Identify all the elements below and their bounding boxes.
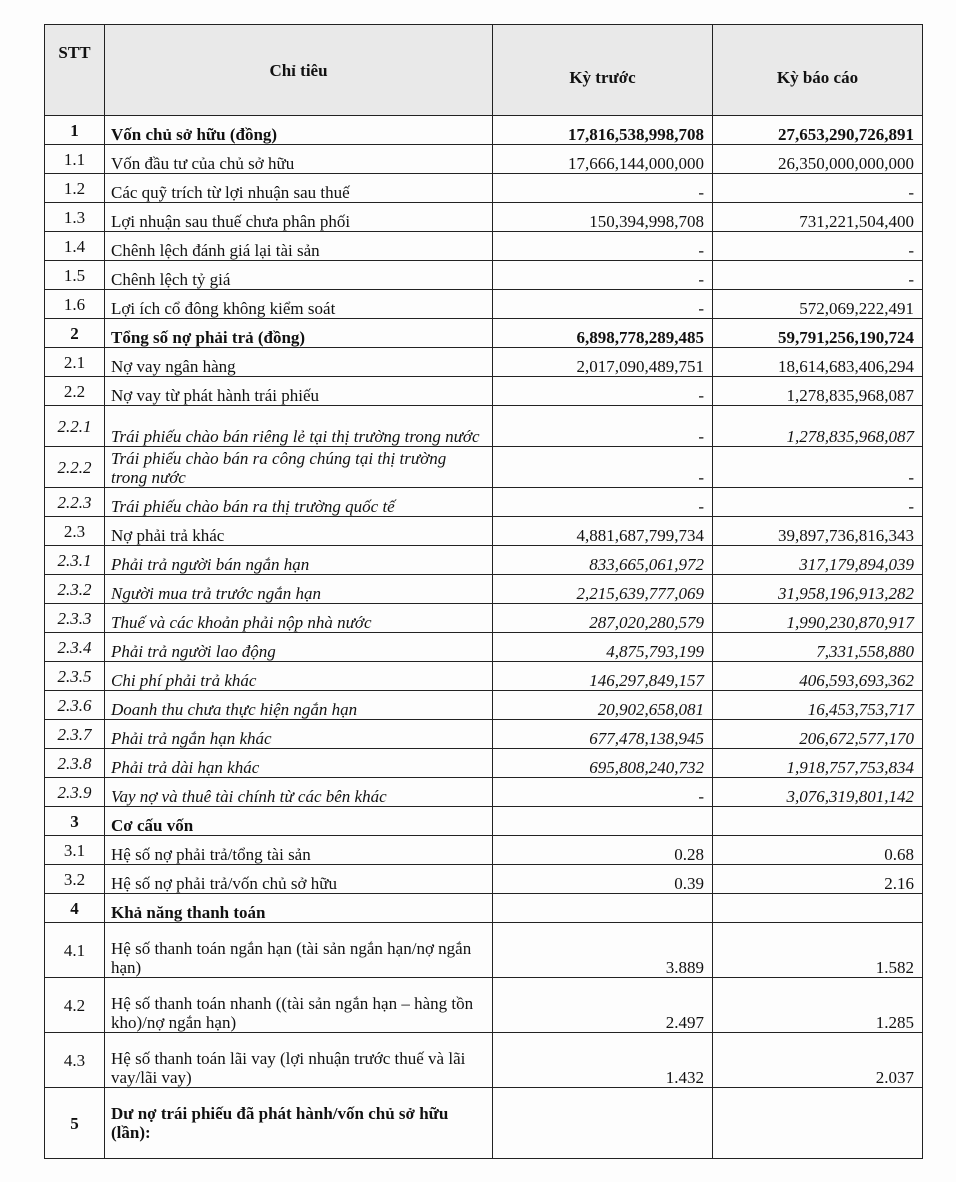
row-previous-value: 677,478,138,945 [493,720,713,749]
row-previous-value: 4,875,793,199 [493,633,713,662]
row-stt: 1.1 [45,145,105,174]
table-row [45,488,923,517]
row-previous-value: 4,881,687,799,734 [493,517,713,546]
row-stt: 2.3.6 [45,691,105,720]
row-previous-value: - [493,406,713,447]
row-previous-value: - [493,232,713,261]
table-row [45,633,923,662]
row-previous-value: 0.28 [493,836,713,865]
table-row [45,290,923,319]
row-label: Hệ số nợ phải trả/tổng tài sản [105,836,493,865]
row-previous-value: 6,898,778,289,485 [493,319,713,348]
row-stt: 2.3.9 [45,778,105,807]
row-previous-value: - [493,174,713,203]
row-stt: 2.3.1 [45,546,105,575]
row-stt: 2.3.7 [45,720,105,749]
table-row [45,691,923,720]
row-current-value: 7,331,558,880 [713,633,923,662]
row-label: Chênh lệch tỷ giá [105,261,493,290]
row-current-value: 1.285 [713,978,923,1033]
row-previous-value: 1.432 [493,1033,713,1088]
row-previous-value: 695,808,240,732 [493,749,713,778]
row-label: Hệ số thanh toán ngắn hạn (tài sản ngắn hạn/nợ ngắn hạn) [105,923,493,978]
row-stt: 1 [45,116,105,145]
row-current-value: 59,791,256,190,724 [713,319,923,348]
row-previous-value: - [493,778,713,807]
row-label: Chênh lệch đánh giá lại tài sản [105,232,493,261]
row-label: Phải trả người lao động [105,633,493,662]
table-row [45,348,923,377]
row-stt: 1.2 [45,174,105,203]
row-current-value: 0.68 [713,836,923,865]
row-previous-value: 17,816,538,998,708 [493,116,713,145]
table-row [45,546,923,575]
row-stt: 4.1 [45,923,105,978]
table-row [45,662,923,691]
row-stt: 1.4 [45,232,105,261]
row-current-value: 3,076,319,801,142 [713,778,923,807]
row-previous-value: 287,020,280,579 [493,604,713,633]
row-stt: 3.1 [45,836,105,865]
table-row [45,517,923,546]
table-header-row [45,25,923,116]
row-previous-value: 3.889 [493,923,713,978]
row-current-value: 731,221,504,400 [713,203,923,232]
table-row [45,203,923,232]
row-label: Phải trả dài hạn khác [105,749,493,778]
row-stt: 2.2.3 [45,488,105,517]
row-previous-value: - [493,290,713,319]
row-stt: 5 [45,1088,105,1159]
row-label: Phải trả ngắn hạn khác [105,720,493,749]
table-row [45,1088,923,1159]
row-current-value: - [713,232,923,261]
row-stt: 2.3.4 [45,633,105,662]
row-current-value: 1,990,230,870,917 [713,604,923,633]
row-label: Lợi nhuận sau thuế chưa phân phối [105,203,493,232]
row-current-value: 2.037 [713,1033,923,1088]
row-previous-value: - [493,488,713,517]
row-previous-value: - [493,377,713,406]
row-stt: 2.1 [45,348,105,377]
table-row [45,978,923,1033]
row-previous-value: - [493,261,713,290]
table-row [45,604,923,633]
table-row [45,145,923,174]
row-current-value [713,807,923,836]
row-previous-value [493,894,713,923]
financial-indicators-table [44,24,923,1159]
row-label: Thuế và các khoản phải nộp nhà nước [105,604,493,633]
row-previous-value: 2.497 [493,978,713,1033]
row-label: Khả năng thanh toán [105,894,493,923]
row-label: Hệ số nợ phải trả/vốn chủ sở hữu [105,865,493,894]
row-label: Trái phiếu chào bán riêng lẻ tại thị trường trong nước [105,406,493,447]
row-label: Nợ vay ngân hàng [105,348,493,377]
row-stt: 4.2 [45,978,105,1033]
row-stt: 1.6 [45,290,105,319]
row-previous-value: - [493,447,713,488]
table-row [45,778,923,807]
header-stt: STT [45,25,105,116]
row-stt: 2.2.1 [45,406,105,447]
row-current-value: 39,897,736,816,343 [713,517,923,546]
row-stt: 4 [45,894,105,923]
row-label: Người mua trả trước ngắn hạn [105,575,493,604]
row-label: Trái phiếu chào bán ra công chúng tại thị trường trong nước [105,447,493,488]
row-label: Nợ phải trả khác [105,517,493,546]
row-current-value: 18,614,683,406,294 [713,348,923,377]
row-stt: 3.2 [45,865,105,894]
row-stt: 1.5 [45,261,105,290]
table-row [45,406,923,447]
row-previous-value: 2,017,090,489,751 [493,348,713,377]
row-label: Chi phí phải trả khác [105,662,493,691]
row-label: Vốn đầu tư của chủ sở hữu [105,145,493,174]
row-current-value: 572,069,222,491 [713,290,923,319]
row-current-value: 1,918,757,753,834 [713,749,923,778]
table-row [45,1033,923,1088]
row-label: Trái phiếu chào bán ra thị trường quốc tế [105,488,493,517]
table-row [45,232,923,261]
row-current-value: - [713,174,923,203]
row-previous-value: 2,215,639,777,069 [493,575,713,604]
row-label: Lợi ích cổ đông không kiểm soát [105,290,493,319]
row-current-value: - [713,447,923,488]
row-stt: 2.3.3 [45,604,105,633]
row-current-value: 27,653,290,726,891 [713,116,923,145]
table-row [45,174,923,203]
row-current-value: 206,672,577,170 [713,720,923,749]
header-previous-period: Kỳ trước [493,25,713,116]
row-label: Tổng số nợ phải trả (đồng) [105,319,493,348]
row-stt: 2 [45,319,105,348]
row-stt: 2.3.8 [45,749,105,778]
row-current-value: - [713,488,923,517]
row-label: Dư nợ trái phiếu đã phát hành/vốn chủ sở hữu (lần): [105,1088,493,1159]
row-current-value: 317,179,894,039 [713,546,923,575]
table-row [45,807,923,836]
row-previous-value [493,807,713,836]
row-previous-value: 0.39 [493,865,713,894]
table-body [45,116,923,1159]
row-label: Hệ số thanh toán nhanh ((tài sản ngắn hạn – hàng tồn kho)/nợ ngắn hạn) [105,978,493,1033]
row-stt: 2.3.5 [45,662,105,691]
row-label: Các quỹ trích từ lợi nhuận sau thuế [105,174,493,203]
row-current-value: 1.582 [713,923,923,978]
row-current-value: 31,958,196,913,282 [713,575,923,604]
table-row [45,116,923,145]
page-bottom-edge [0,1168,956,1182]
row-previous-value: 17,666,144,000,000 [493,145,713,174]
table-row [45,447,923,488]
row-previous-value: 833,665,061,972 [493,546,713,575]
row-label: Phải trả người bán ngắn hạn [105,546,493,575]
row-label: Nợ vay từ phát hành trái phiếu [105,377,493,406]
row-stt: 3 [45,807,105,836]
row-stt: 1.3 [45,203,105,232]
row-current-value: 26,350,000,000,000 [713,145,923,174]
row-label: Hệ số thanh toán lãi vay (lợi nhuận trước thuế và lãi vay/lãi vay) [105,1033,493,1088]
row-current-value: 406,593,693,362 [713,662,923,691]
row-current-value: 1,278,835,968,087 [713,377,923,406]
row-stt: 4.3 [45,1033,105,1088]
row-label: Vay nợ và thuê tài chính từ các bên khác [105,778,493,807]
row-current-value: 2.16 [713,865,923,894]
row-label: Doanh thu chưa thực hiện ngắn hạn [105,691,493,720]
row-label: Cơ cấu vốn [105,807,493,836]
table-row [45,377,923,406]
row-previous-value: 146,297,849,157 [493,662,713,691]
table-row [45,720,923,749]
table-row [45,923,923,978]
row-current-value: 16,453,753,717 [713,691,923,720]
row-current-value: 1,278,835,968,087 [713,406,923,447]
table-row [45,319,923,348]
table-row [45,261,923,290]
row-stt: 2.3.2 [45,575,105,604]
table-row [45,865,923,894]
row-previous-value: 150,394,998,708 [493,203,713,232]
table-row [45,575,923,604]
row-current-value [713,1088,923,1159]
table-row [45,836,923,865]
row-stt: 2.2 [45,377,105,406]
header-current-period: Kỳ báo cáo [713,25,923,116]
table-row [45,749,923,778]
row-current-value [713,894,923,923]
row-current-value: - [713,261,923,290]
row-stt: 2.2.2 [45,447,105,488]
row-label: Vốn chủ sở hữu (đồng) [105,116,493,145]
table-row [45,894,923,923]
row-previous-value [493,1088,713,1159]
row-stt: 2.3 [45,517,105,546]
header-indicator: Chỉ tiêu [105,25,493,116]
row-previous-value: 20,902,658,081 [493,691,713,720]
